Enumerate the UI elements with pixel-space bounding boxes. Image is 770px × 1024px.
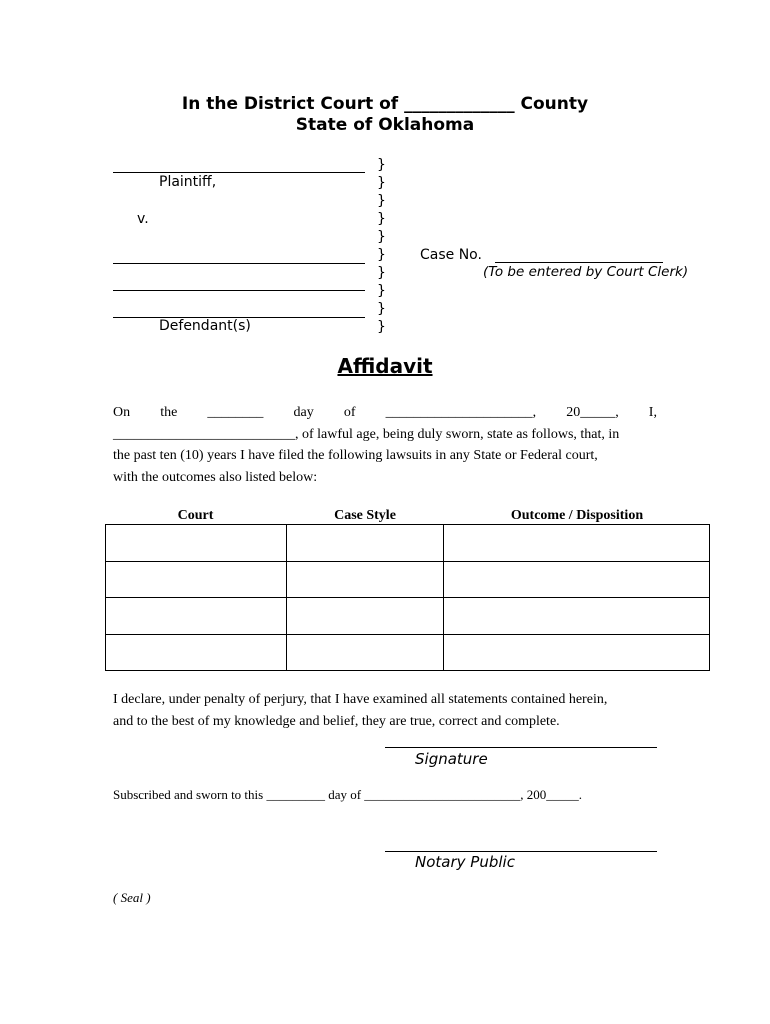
caption-brace: }: [377, 175, 386, 191]
caption-brace: }: [377, 229, 386, 245]
caption-brace: }: [377, 319, 386, 335]
intro-word: 20_____,: [566, 405, 619, 420]
caption-brace: }: [377, 265, 386, 281]
seal-label: ( Seal ): [113, 890, 151, 905]
notary-label: Notary Public: [415, 853, 515, 871]
plaintiff-name-line: [113, 172, 365, 173]
court-cell[interactable]: [106, 561, 287, 598]
declaration-paragraph: [113, 689, 657, 732]
intro-word: day: [293, 405, 314, 420]
defendant-name-line-1: [113, 263, 365, 264]
intro-word: ________: [207, 405, 264, 420]
signature-label: Signature: [415, 750, 488, 768]
case-no-line: [495, 262, 663, 263]
caption-brace: }: [377, 193, 386, 209]
court-cell[interactable]: [106, 525, 287, 562]
intro-word: _____________________,: [385, 405, 537, 420]
declaration-line-2: and to the best of my knowledge and belief, they are true, correct and complete.: [113, 713, 560, 729]
caption-brace: }: [377, 283, 386, 299]
outcome-cell[interactable]: [444, 598, 710, 635]
table-row: [106, 525, 710, 562]
document-title: Affidavit: [337, 354, 433, 378]
caption-brace: }: [377, 157, 386, 173]
case-style-cell[interactable]: [286, 634, 444, 671]
intro-paragraph: [113, 402, 657, 488]
intro-line-4: with the outcomes also listed below:: [113, 469, 318, 485]
outcome-cell[interactable]: [444, 525, 710, 562]
declaration-line-1: I declare, under penalty of perjury, that I have examined all statements contained herein,: [113, 692, 608, 707]
table-row: [106, 634, 710, 671]
case-style-cell[interactable]: [286, 525, 444, 562]
versus-label: v.: [137, 211, 149, 227]
caption-brace: }: [377, 301, 386, 317]
outcome-cell[interactable]: [444, 634, 710, 671]
intro-word: On: [113, 405, 131, 420]
defendant-label: Defendant(s): [159, 318, 251, 334]
defendant-name-line-2: [113, 290, 365, 291]
intro-line-1: [113, 402, 657, 424]
case-no-note: (To be entered by Court Clerk): [483, 264, 689, 280]
intro-line-3: the past ten (10) years I have filed the following lawsuits in any State or Federal court,: [113, 448, 598, 463]
caption-brace: }: [377, 247, 386, 263]
case-style-cell[interactable]: [286, 561, 444, 598]
table-row: [106, 561, 710, 598]
court-cell[interactable]: [106, 634, 287, 671]
outcome-cell[interactable]: [444, 561, 710, 598]
case-no-label: Case No.: [420, 247, 482, 263]
intro-word: I,: [648, 405, 657, 420]
plaintiff-label: Plaintiff,: [159, 174, 217, 190]
intro-line-2: __________________________, of lawful age, being duly sworn, state as follows, that, in: [113, 426, 620, 442]
table-header-case-style: Case Style: [334, 508, 396, 523]
state-heading: State of Oklahoma: [295, 115, 475, 135]
table-row: [106, 598, 710, 635]
table-header-court: Court: [177, 508, 214, 523]
table-header-outcome: Outcome / Disposition: [510, 508, 644, 523]
court-heading: In the District Court of _____________ County: [181, 94, 589, 114]
notary-signature-line[interactable]: [385, 851, 657, 852]
caption-brace: }: [377, 211, 386, 227]
signature-line[interactable]: [385, 747, 657, 748]
case-style-cell[interactable]: [286, 598, 444, 635]
intro-word: the: [160, 405, 178, 420]
subscribed-line: Subscribed and sworn to this _________ day of ________________________, 200_____.: [113, 787, 583, 802]
lawsuits-table: [105, 524, 710, 671]
court-cell[interactable]: [106, 598, 287, 635]
intro-word: of: [343, 405, 356, 420]
